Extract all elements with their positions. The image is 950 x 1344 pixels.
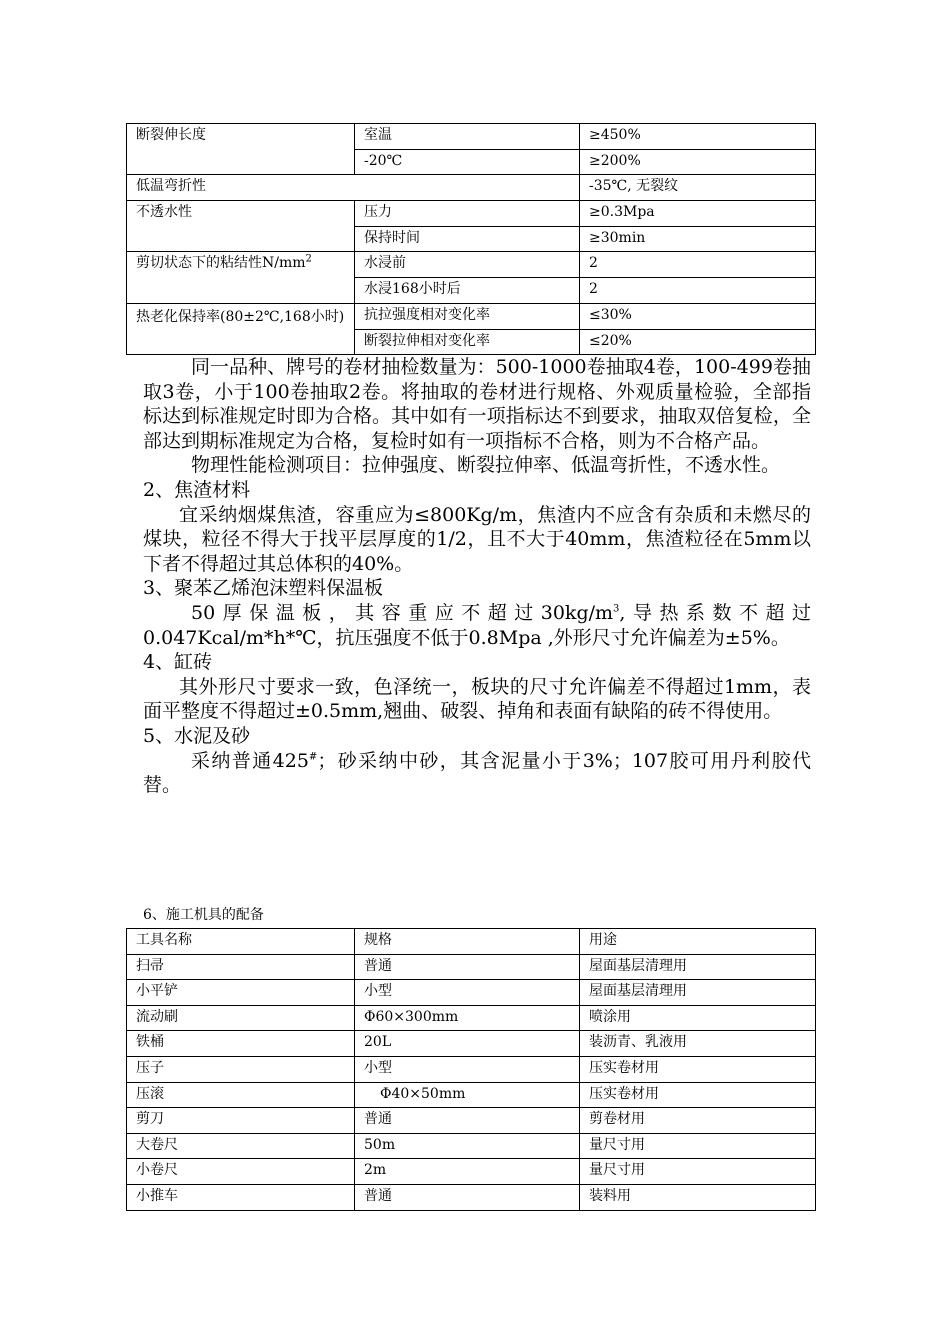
paragraph-text: 采纳普通425 xyxy=(191,749,309,772)
tool-spec-cell: 50m xyxy=(355,1133,580,1159)
spec-value-cell: ≥200% xyxy=(580,149,816,175)
paragraph: 物理性能检测项目：拉伸强度、断裂拉伸率、低温弯折性，不透水性。 xyxy=(191,454,781,477)
tool-use-cell: 装料用 xyxy=(580,1184,816,1210)
spec-name-cell xyxy=(127,252,355,303)
tool-table xyxy=(126,928,816,1211)
table-row xyxy=(127,175,816,201)
table-row xyxy=(127,1108,816,1134)
tool-name-cell: 小卷尺 xyxy=(127,1159,355,1185)
section-heading: 4、缸砖 xyxy=(143,651,213,674)
spec-value-cell: 2 xyxy=(580,278,816,304)
tool-spec-cell: Φ40×50mm xyxy=(355,1082,580,1108)
superscript: 2 xyxy=(305,253,312,265)
table-row xyxy=(127,1133,816,1159)
tool-name-cell: 扫帚 xyxy=(127,954,355,980)
paragraph xyxy=(143,749,811,798)
table-row xyxy=(127,252,816,278)
section-heading: 3、聚苯乙烯泡沫塑料保温板 xyxy=(143,577,384,600)
spec-value-cell: -35℃, 无裂纹 xyxy=(580,175,816,201)
table-header-row xyxy=(127,929,816,955)
tool-name-cell: 压滚 xyxy=(127,1082,355,1108)
spec-value-cell: ≤30% xyxy=(580,303,816,329)
spec-condition-cell: 水浸168小时后 xyxy=(355,278,580,304)
tool-name-cell: 剪刀 xyxy=(127,1108,355,1134)
section-heading: 6、施工机具的配备 xyxy=(143,907,264,923)
tool-name-cell: 小推车 xyxy=(127,1184,355,1210)
spec-condition-cell: -20℃ xyxy=(355,149,580,175)
paragraph-text: 50厚保温板，其容重应不超过30kg/m xyxy=(191,601,614,624)
spec-value-cell: ≥0.3Mpa xyxy=(580,201,816,227)
paragraph: 宜采纳烟煤焦渣，容重应为≤800Kg/m，焦渣内不应含有杂质和未燃尽的煤块，粒径不得大于找平层厚度的1/2，且不大于40mm，焦渣粒径在5mm以下者不得超过其总体积的40%。 xyxy=(143,503,811,575)
table-row xyxy=(127,303,816,329)
tool-use-cell: 剪卷材用 xyxy=(580,1108,816,1134)
table-row xyxy=(127,980,816,1006)
tool-use-cell: 喷涂用 xyxy=(580,1005,816,1031)
paragraph: 其外形尺寸要求一致，色泽统一，板块的尺寸允许偏差不得超过1mm，表面平整度不得超过±0.5mm,翘曲、破裂、掉角和表面有缺陷的砖不得使用。 xyxy=(143,675,811,723)
spec-value-cell: 2 xyxy=(580,252,816,278)
table-row xyxy=(127,1159,816,1185)
spec-value-cell: ≤20% xyxy=(580,329,816,355)
spec-condition-cell: 断裂拉伸相对变化率 xyxy=(355,329,580,355)
spec-condition-cell: 压力 xyxy=(355,201,580,227)
spec-condition-cell: 水浸前 xyxy=(355,252,580,278)
table-row xyxy=(127,124,816,150)
section-heading: 2、焦渣材料 xyxy=(143,478,251,501)
spec-condition-cell: 室温 xyxy=(355,124,580,150)
table-row xyxy=(127,201,816,227)
spec-value-cell: ≥450% xyxy=(580,124,816,150)
tool-name-cell: 大卷尺 xyxy=(127,1133,355,1159)
spec-name-cell: 断裂伸长度 xyxy=(127,124,355,175)
table-row xyxy=(127,1082,816,1108)
spec-condition-cell: 抗拉强度相对变化率 xyxy=(355,303,580,329)
tool-use-cell: 压实卷材用 xyxy=(580,1082,816,1108)
spec-name-cell: 不透水性 xyxy=(127,201,355,252)
spec-name-cell: 低温弯折性 xyxy=(127,175,580,201)
superscript: 3 xyxy=(613,603,620,615)
tool-spec-cell: 20L xyxy=(355,1031,580,1057)
tool-spec-cell: 普通 xyxy=(355,954,580,980)
tool-spec-cell: 普通 xyxy=(355,1184,580,1210)
table-row xyxy=(127,1031,816,1057)
spec-table xyxy=(126,123,816,355)
column-header: 工具名称 xyxy=(127,929,355,955)
spec-condition-cell: 保持时间 xyxy=(355,226,580,252)
paragraph xyxy=(143,601,811,650)
tool-use-cell: 屋面基层清理用 xyxy=(580,980,816,1006)
tool-use-cell: 量尺寸用 xyxy=(580,1133,816,1159)
paragraph-text: ,导热系数不超过0.047Kcal/m*h*℃，抗压强度不低于0.8Mpa ,外形尺寸允许偏差为±5%。 xyxy=(143,601,811,649)
column-header: 用途 xyxy=(580,929,816,955)
paragraph-text: ；砂采纳中砂，其含泥量小于3%；107胶可用丹利胶代替。 xyxy=(143,749,811,797)
tool-spec-cell: 2m xyxy=(355,1159,580,1185)
superscript: # xyxy=(308,751,318,763)
tool-name-cell: 流动刷 xyxy=(127,1005,355,1031)
tool-name-cell: 铁桶 xyxy=(127,1031,355,1057)
tool-spec-cell: Φ60×300mm xyxy=(355,1005,580,1031)
tool-name-cell: 压子 xyxy=(127,1056,355,1082)
table-row xyxy=(127,954,816,980)
table-row xyxy=(127,1005,816,1031)
tool-spec-cell: 普通 xyxy=(355,1108,580,1134)
column-header: 规格 xyxy=(355,929,580,955)
spec-name-text: 剪切状态下的粘结性N/mm xyxy=(136,255,306,272)
tool-name-cell: 小平铲 xyxy=(127,980,355,1006)
body-text xyxy=(143,355,811,798)
tool-spec-cell: 小型 xyxy=(355,980,580,1006)
tool-use-cell: 屋面基层清理用 xyxy=(580,954,816,980)
tool-use-cell: 压实卷材用 xyxy=(580,1056,816,1082)
table-row xyxy=(127,1056,816,1082)
paragraph: 同一品种、牌号的卷材抽检数量为：500-1000卷抽取4卷，100-499卷抽取3卷，小于100卷抽取2卷。将抽取的卷材进行规格、外观质量检验，全部指标达到标准规定时即为合格。其中如有一项指标达不到要求，抽取双倍复检，全部达到期标准规定为合格，复检时如有一项指标不合格，则为不合格产品。 xyxy=(143,356,811,452)
tool-spec-cell: 小型 xyxy=(355,1056,580,1082)
table-row xyxy=(127,1184,816,1210)
section-heading: 5、水泥及砂 xyxy=(143,724,251,747)
spec-value-cell: ≥30min xyxy=(580,226,816,252)
tool-use-cell: 装沥青、乳液用 xyxy=(580,1031,816,1057)
tool-use-cell: 量尺寸用 xyxy=(580,1159,816,1185)
spec-name-cell: 热老化保持率(80±2℃,168小时) xyxy=(127,303,355,354)
